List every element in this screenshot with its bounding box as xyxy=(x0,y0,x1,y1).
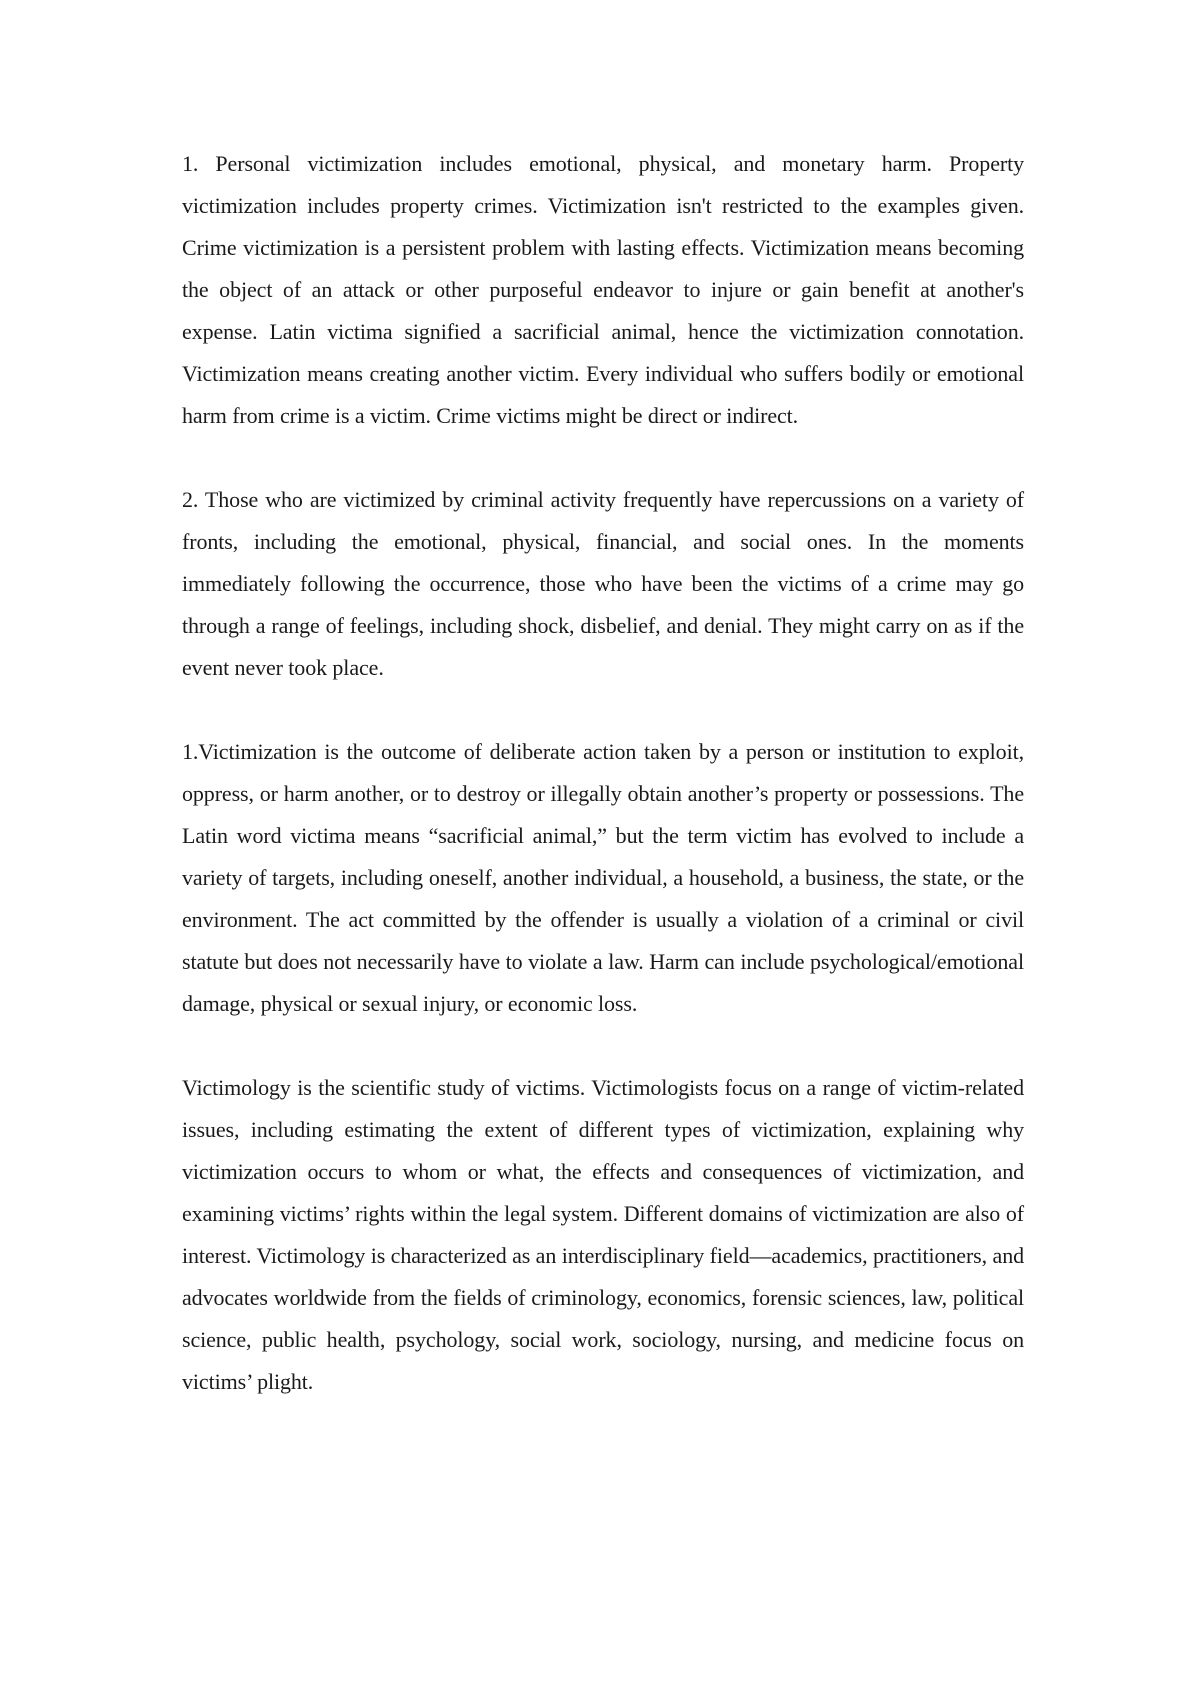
paragraph-victimology: Victimology is the scientific study of victims. Victimologists focus on a range of victim-related issues, including estimating the extent of different types of victimization, explaining why victimization occurs to whom or what, the effects and consequences of victimization, and examining victims’ rights within the legal system. Different domains of victimization are also of interest. Victimology is characterized as an interdisciplinary field—academics, practitioners, and advocates worldwide from the fields of criminology, economics, forensic sciences, law, political science, public health, psychology, social work, sociology, nursing, and medicine focus on victims’ plight. xyxy=(182,1075,1024,1394)
paragraph-victimization-definition: 1.Victimization is the outcome of deliberate action taken by a person or institution to exploit, oppress, or harm another, or to destroy or illegally obtain another’s property or possessions. The Latin word victima means “sacrificial animal,” but the term victim has evolved to include a variety of targets, including oneself, another individual, a household, a business, the state, or the environment. The act committed by the offender is usually a violation of a criminal or civil statute but does not necessarily have to violate a law. Harm can include psychological/emotional damage, physical or sexual injury, or economic loss. xyxy=(182,739,1024,1016)
paragraph-personal-victimization: 1. Personal victimization includes emotional, physical, and monetary harm. Property victimization includes property crimes. Victimization isn't restricted to the examples given. Crime victimization is a persistent problem with lasting effects. Victimization means becoming the object of an attack or other purposeful endeavor to injure or gain benefit at another's expense. Latin victima signified a sacrificial animal, hence the victimization connotation. Victimization means creating another victim. Every individual who suffers bodily or emotional harm from crime is a victim. Crime victims might be direct or indirect. xyxy=(182,151,1024,428)
document-body xyxy=(182,143,1024,1445)
paragraph-victim-repercussions: 2. Those who are victimized by criminal activity frequently have repercussions on a variety of fronts, including the emotional, physical, financial, and social ones. In the moments immediately following the occurrence, those who have been the victims of a crime may go through a range of feelings, including shock, disbelief, and denial. They might carry on as if the event never took place. xyxy=(182,487,1024,680)
